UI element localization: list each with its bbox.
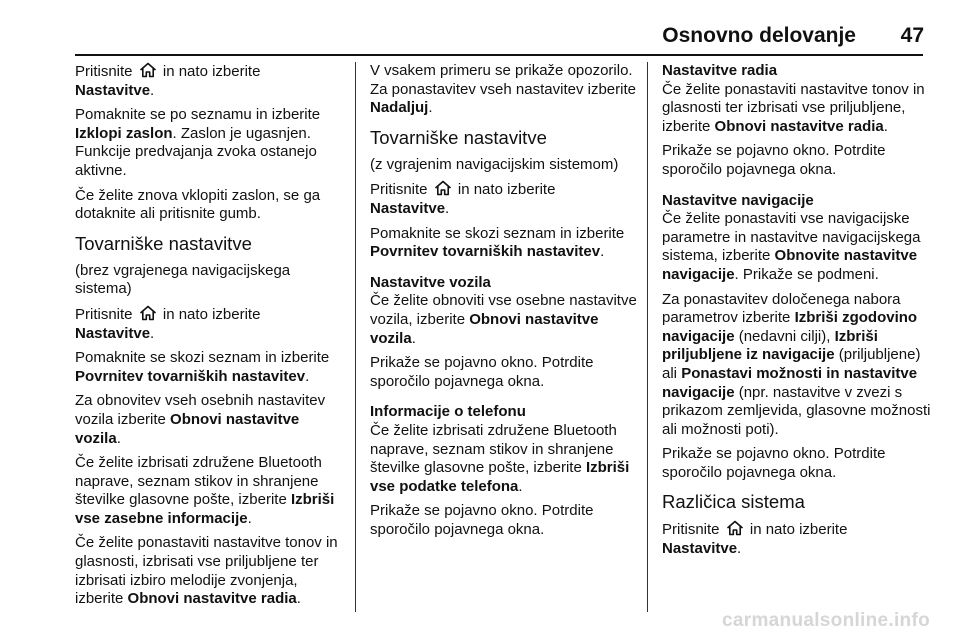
bold-term: Obnovi nastavitve vozila — [370, 310, 599, 347]
page-footer — [0, 612, 960, 642]
text: Če želite ponastaviti nastavitve tonov in glasnosti ter izbrisati vse priljubljene, izberite — [662, 80, 925, 135]
subsection-title: Informacije o telefonu — [370, 403, 526, 421]
text: Pritisnite — [75, 305, 133, 323]
text: Pomaknite se skozi seznam in izberite — [370, 224, 625, 242]
paragraph: Prikaže se pojavno okno. Potrdite sporočilo pojavnega okna. — [370, 502, 594, 538]
text: Če želite ponastaviti vse navigacijske parametre in nastavitve navigacijskega sistema, izberite — [662, 210, 921, 265]
text: Za ponastavitev določenega nabora parametrov izberite — [662, 290, 901, 327]
text: Pritisnite — [75, 63, 133, 80]
paragraph — [75, 305, 343, 343]
subsection — [662, 192, 932, 285]
watermark: carmanualsonline.info — [722, 610, 930, 631]
text: Pritisnite — [662, 521, 720, 539]
text: in nato izberite — [162, 63, 261, 80]
bold-term: Nastavitve — [662, 540, 738, 558]
text: . — [150, 81, 155, 99]
subsection — [662, 62, 932, 136]
text: . — [737, 540, 742, 558]
page-title: Osnovno delovanje — [662, 24, 856, 47]
column-2 — [370, 62, 638, 545]
section-heading: Tovarniške nastavitve — [75, 232, 252, 254]
text: . — [600, 243, 605, 261]
text: (priljubljene) ali — [662, 346, 921, 382]
paragraph: Če želite znova vklopiti zaslon, se ga dotaknite ali pritisnite gumb. — [75, 186, 321, 223]
bold-term: Obnovite nastavitve navigacije — [662, 247, 918, 283]
bold-term: Izbriši priljubljene iz navigacije — [662, 327, 878, 364]
text: . — [445, 199, 450, 217]
text: Pritisnite — [370, 181, 428, 199]
bold-term: Povrnitev tovarniških nastavitev — [370, 243, 601, 261]
paragraph: Prikaže se pojavno okno. Potrdite sporočilo pojavnega okna. — [662, 142, 886, 178]
paragraph — [75, 534, 343, 608]
text: Pomaknite se skozi seznam in izberite — [75, 349, 330, 367]
bold-term: Izklopi zaslon — [75, 124, 173, 142]
paragraph — [75, 62, 343, 100]
page-number: 47 — [900, 24, 924, 47]
text: . Zaslon je ugasnjen. Funkcije predvajanja zvoka ostanejo aktivne. — [75, 124, 317, 179]
paragraph: Prikaže se pojavno okno. Potrdite sporočilo pojavnega okna. — [370, 354, 594, 390]
text: . — [411, 329, 416, 347]
home-icon — [139, 305, 157, 321]
paragraph — [75, 392, 343, 448]
bold-term: Izbriši vse zasebne informacije — [75, 491, 335, 527]
text: . — [428, 99, 433, 117]
home-icon — [434, 180, 452, 196]
column-3 — [662, 62, 932, 565]
text: Za obnovitev vseh osebnih nastavitev vozila izberite — [75, 392, 326, 428]
text: . Prikaže se podmeni. — [734, 265, 879, 283]
text: . — [305, 367, 310, 385]
column-divider-1 — [355, 62, 356, 612]
text: . — [150, 324, 155, 342]
text: . — [247, 509, 252, 527]
bold-term: Izbriši zgodovino navigacije — [662, 309, 918, 345]
column-1 — [75, 62, 343, 615]
text: Če želite izbrisati združene Bluetooth naprave, seznam stikov in shranjene številke glasovne pošte, izberite — [370, 421, 617, 477]
paragraph — [370, 62, 638, 118]
text: in nato izberite — [162, 305, 261, 323]
text: (nedavni cilji), — [738, 327, 831, 345]
text: (npr. nastavitve v zvezi s prikazom zemljevida, glasovne možnosti ali možnosti poti). — [662, 383, 931, 438]
paragraph — [75, 454, 343, 528]
text: Če želite izbrisati združene Bluetooth naprave, seznam stikov in shranjene številke glasovne pošte, izberite — [75, 454, 322, 509]
bold-term: Nastavitve — [75, 324, 151, 342]
text: in nato izberite — [749, 521, 848, 539]
paragraph: Prikaže se pojavno okno. Potrdite sporočilo pojavnega okna. — [662, 445, 886, 481]
section-heading: Različica sistema — [662, 491, 805, 513]
bold-term: Izbriši vse podatke telefona — [370, 459, 630, 495]
text: . — [518, 477, 523, 495]
paragraph: (brez vgrajenega navigacijskega sistema) — [75, 261, 291, 298]
bold-term: Nastavitve — [75, 81, 151, 99]
text: . — [296, 590, 301, 608]
subsection — [370, 403, 638, 496]
text: . — [116, 429, 121, 447]
home-icon — [139, 62, 157, 78]
bold-term: Nadaljuj — [370, 99, 429, 117]
paragraph — [75, 349, 343, 386]
home-icon — [726, 520, 744, 536]
paragraph — [662, 520, 932, 558]
text: in nato izberite — [457, 181, 556, 199]
paragraph — [75, 106, 343, 180]
paragraph: (z vgrajenim navigacijskim sistemom) — [370, 155, 619, 173]
text: . — [883, 117, 888, 135]
paragraph — [370, 180, 638, 218]
bold-term: Obnovi nastavitve radia — [127, 590, 297, 608]
bold-term: Obnovi nastavitve vozila — [75, 410, 300, 447]
subsection-title: Nastavitve radia — [662, 62, 778, 79]
text: Če želite obnoviti vse osebne nastavitve vozila, izberite — [370, 292, 637, 328]
section-heading: Tovarniške nastavitve — [370, 126, 547, 148]
header-divider — [75, 54, 923, 56]
bold-term: Povrnitev tovarniških nastavitev — [75, 367, 306, 385]
text: V vsakem primeru se prikaže opozorilo. Za ponastavitev vseh nastavitev izberite — [370, 62, 636, 98]
bold-term: Ponastavi možnosti in nastavitve navigacije — [662, 364, 918, 401]
subsection-title: Nastavitve vozila — [370, 273, 491, 291]
subsection — [370, 274, 638, 348]
text: Če želite ponastaviti nastavitve tonov in glasnosti, izbrisati vse priljubljene ter izbrisati izbiro melodije zvonjenja, izberite — [75, 534, 338, 608]
paragraph — [662, 291, 932, 440]
page-header — [0, 0, 960, 58]
bold-term: Obnovi nastavitve radia — [714, 117, 884, 135]
subsection-title: Nastavitve navigacije — [662, 191, 814, 209]
column-divider-2 — [647, 62, 648, 612]
paragraph — [370, 225, 638, 262]
bold-term: Nastavitve — [370, 199, 446, 217]
text: Pomaknite se po seznamu in izberite — [75, 106, 321, 124]
